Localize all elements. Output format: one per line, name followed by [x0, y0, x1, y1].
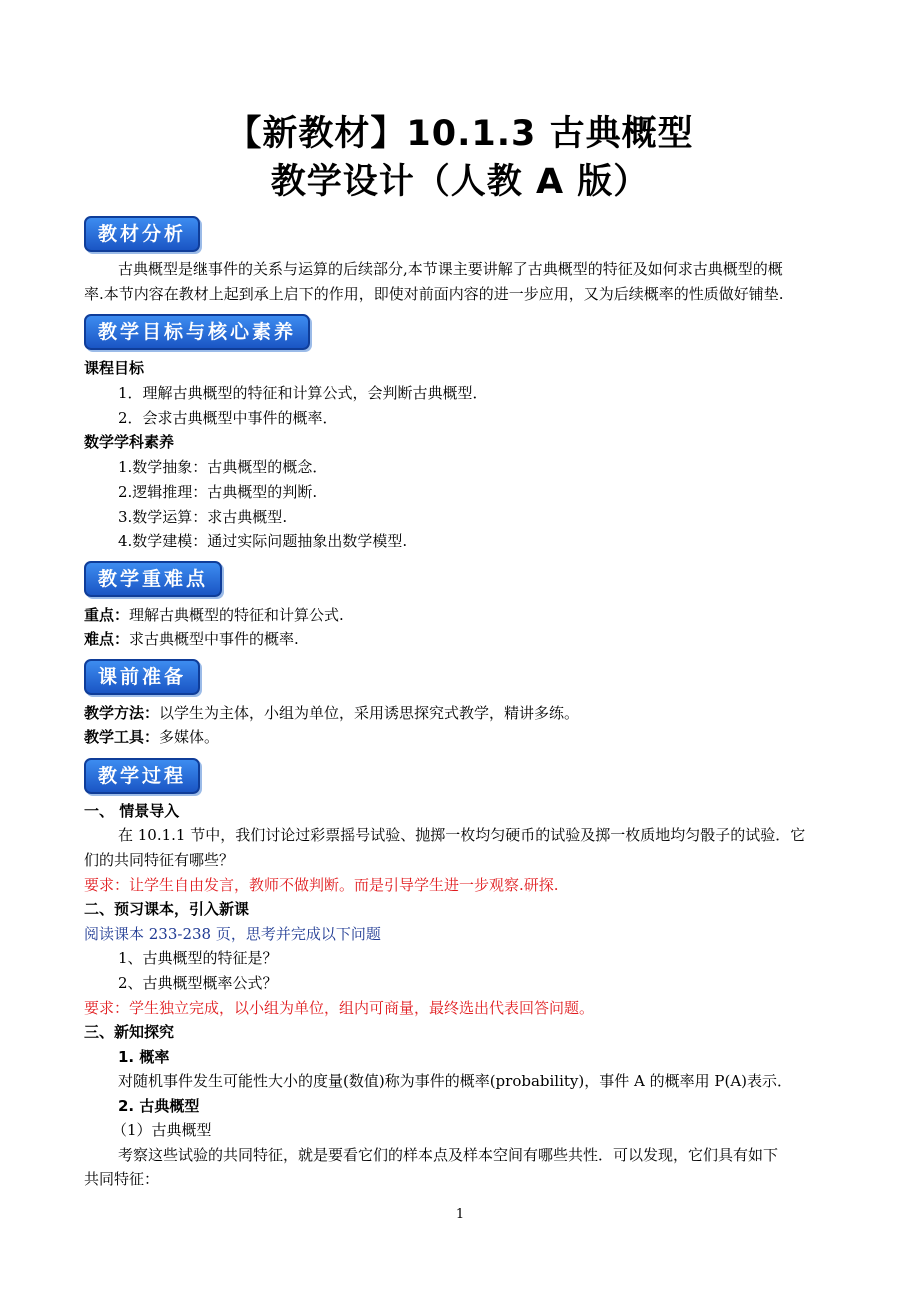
process-heading-explore: 三、新知探究 [84, 1023, 175, 1041]
teaching-method-text: 以学生为主体，小组为单位，采用诱思探究式教学，精讲多练。 [159, 704, 580, 722]
literacy-item: 4.数学建模：通过实际问题抽象出数学模型. [118, 532, 408, 550]
literacy-item: 2.逻辑推理：古典概型的判断. [118, 483, 318, 501]
page-number: 1 [455, 1207, 465, 1222]
intro-paragraph-line1: 在 10.1.1 节中，我们讨论过彩票摇号试验、抛掷一枚均匀硬币的试验及掷一枚质地均匀骰子的试验．它 [118, 826, 806, 844]
course-goals-heading: 课程目标 [84, 359, 145, 377]
analysis-paragraph-line1: 古典概型是继事件的关系与运算的后续部分,本节课主要讲解了古典概型的特征及如何求古典概型的概 [118, 260, 783, 278]
document-title-line2: 教学设计（人教 A 版） [270, 162, 650, 202]
literacy-heading: 数学学科素养 [84, 433, 175, 451]
process-heading-intro: 一、 情景导入 [84, 802, 180, 820]
subsection-probability: 1. 概率 [118, 1048, 170, 1066]
difficulty-label: 难点： [84, 630, 130, 648]
features-paragraph-line1: 考察这些试验的共同特征，就是要看它们的样本点及样本空间有哪些共性．可以发现，它们具有如下 [118, 1146, 779, 1164]
section-badge-preparation: 课前准备 [84, 659, 200, 695]
literacy-item: 1.数学抽象：古典概型的概念． [118, 458, 328, 476]
section-badge-keypoints: 教学重难点 [84, 561, 222, 597]
course-goal-item: 1．理解古典概型的特征和计算公式，会判断古典概型． [118, 384, 488, 402]
document-title-line1: 【新教材】10.1.3 古典概型 [226, 114, 694, 154]
analysis-paragraph-line2: 率.本节内容在教材上起到承上启下的作用，即使对前面内容的进一步应用，又为后续概率的性质做好铺垫. [84, 285, 784, 303]
key-point-label: 重点： [84, 606, 130, 624]
process-heading-preview: 二、预习课本，引入新课 [84, 900, 250, 918]
features-paragraph-line2: 共同特征： [84, 1170, 160, 1188]
preview-question: 1、古典概型的特征是？ [118, 949, 278, 967]
requirement-text-2: 要求：学生独立完成，以小组为单位，组内可商量，最终选出代表回答问题。 [84, 999, 595, 1017]
teaching-method-line [84, 702, 844, 724]
teaching-method-label: 教学方法： [84, 704, 160, 722]
key-point-text: 理解古典概型的特征和计算公式. [129, 606, 344, 624]
teaching-tool-label: 教学工具： [84, 728, 160, 746]
intro-paragraph-line2: 们的共同特征有哪些？ [84, 851, 235, 869]
difficulty-text: 求古典概型中事件的概率. [129, 630, 299, 648]
requirement-text-1: 要求：让学生自由发言，教师不做判断。而是引导学生进一步观察.研探. [84, 876, 559, 894]
course-goal-item: 2．会求古典概型中事件的概率． [118, 409, 338, 427]
reading-instruction: 阅读课本 233-238 页，思考并完成以下问题 [84, 925, 381, 943]
section-badge-goals: 教学目标与核心素养 [84, 314, 310, 350]
literacy-item: 3.数学运算：求古典概型. [118, 508, 288, 526]
key-point-line [84, 604, 844, 626]
teaching-tool-line [84, 726, 844, 748]
section-badge-analysis: 教材分析 [84, 216, 200, 252]
classical-model-subheading: （1）古典概型 [112, 1121, 212, 1139]
teaching-tool-text: 多媒体。 [159, 728, 220, 746]
difficulty-line [84, 628, 844, 650]
preview-question: 2、古典概型概率公式？ [118, 974, 278, 992]
subsection-classical-model: 2. 古典概型 [118, 1097, 200, 1115]
probability-definition: 对随机事件发生可能性大小的度量(数值)称为事件的概率(probability)，事件 A 的概率用 P(A)表示． [118, 1072, 793, 1090]
section-badge-process: 教学过程 [84, 758, 200, 794]
